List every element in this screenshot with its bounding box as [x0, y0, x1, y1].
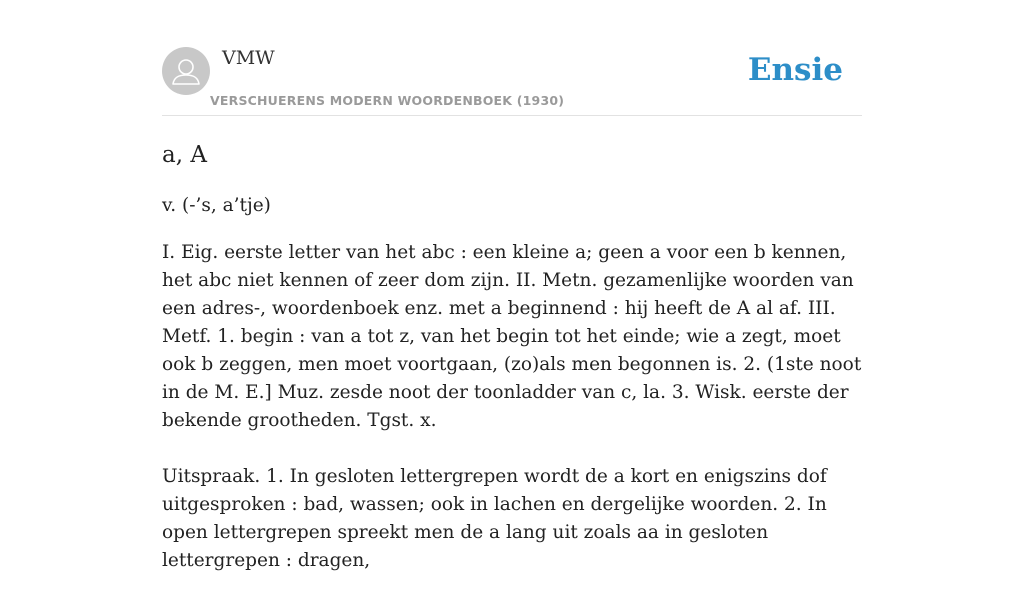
pronunciation-paragraph: Uitspraak. 1. In gesloten lettergrepen wordt de a kort en enigszins dof uitgesproken : bad, wassen; ook in lachen en dergelijke woorden. 2. In open lettergrepen spreekt men de a lang uit zoals aa in gesloten lettergrepen : dragen,	[162, 466, 827, 571]
author-name[interactable]: VMW	[222, 47, 275, 69]
entry-grammar: v. (-’s, a’tje)	[162, 195, 271, 216]
entry-definition	[162, 239, 864, 603]
content-container	[162, 0, 862, 571]
source-title[interactable]: VERSCHUERENS MODERN WOORDENBOEK (1930)	[210, 93, 565, 108]
entry-header	[162, 0, 862, 116]
entry-term: a, A	[162, 142, 207, 168]
user-icon	[162, 47, 210, 95]
author-avatar[interactable]	[162, 47, 210, 95]
definition-paragraph: I. Eig. eerste letter van het abc : een kleine a; geen a voor een b kennen, het abc niet kennen of zeer dom zijn. II. Metn. gezamenlijke woorden van een adres-, woordenboek enz. met a beginnend : hij heeft de A al af. III. Metf. 1. begin : van a tot z, van het begin tot het einde; wie a zegt, moet ook b zeggen, men moet voortgaan, (zo)als men begonnen is. 2. (1ste noot in de M. E.] Muz. zesde noot der toonladder van c, la. 3. Wisk. eerste der bekende grootheden. Tgst. x.	[162, 242, 862, 431]
brand-logo[interactable]: Ensie	[747, 52, 843, 88]
